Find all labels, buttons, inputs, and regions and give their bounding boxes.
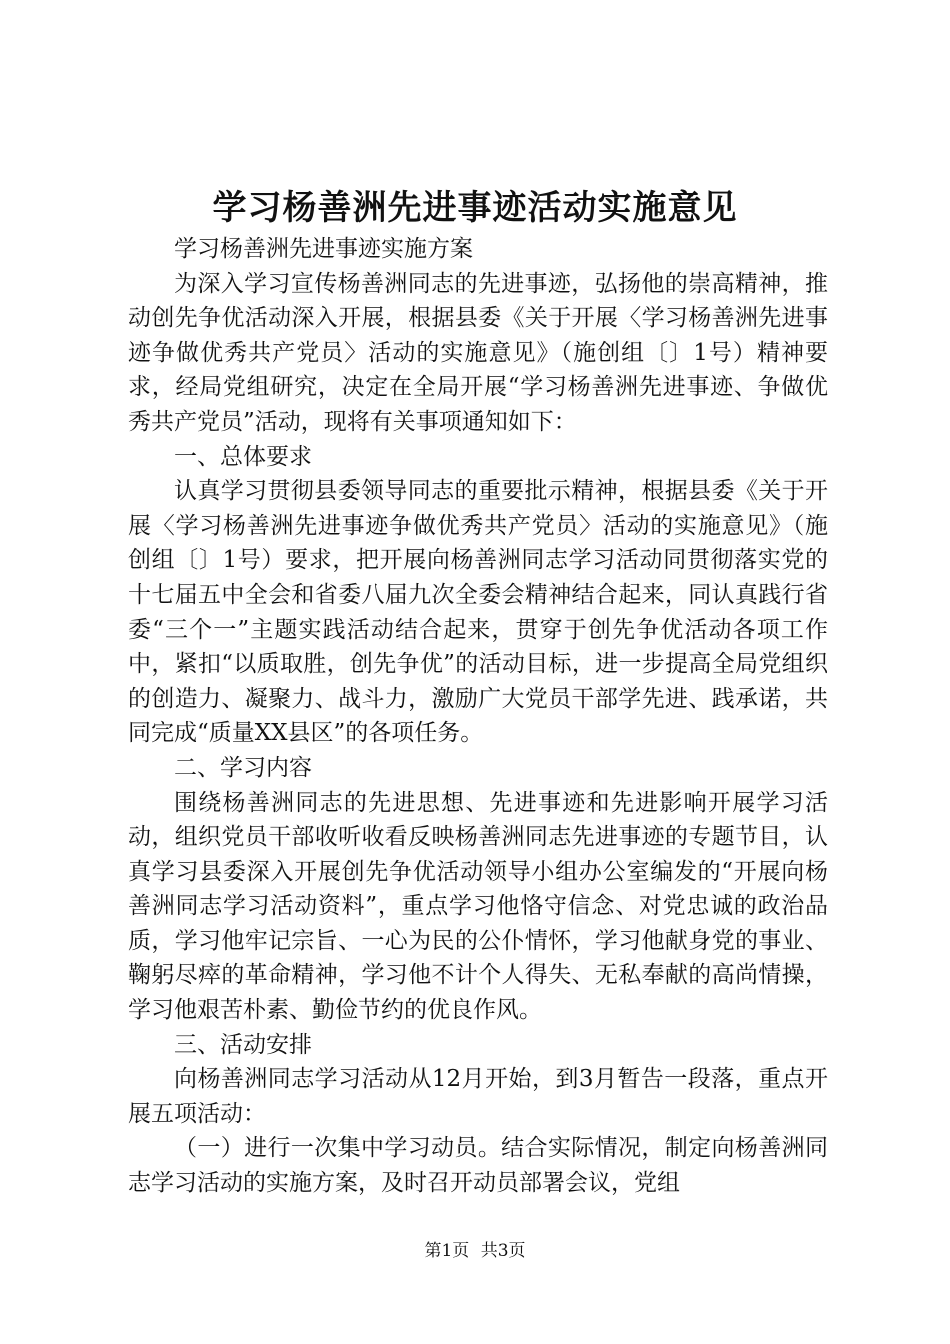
document-body <box>128 232 828 1201</box>
page-footer <box>0 1239 950 1263</box>
subtitle-paragraph: 学习杨善洲先进事迹实施方案 <box>174 236 473 262</box>
intro-paragraph: 为深入学习宣传杨善洲同志的先进事迹，弘扬他的崇高精神，推动创先争优活动深入开展，根据县委《关于开展〈学习杨善洲先进事迹争做优秀共产党员〉活动的实施意见》（施创组〔〕1号）精神要求，经局党组研究，决定在全局开展“学习杨善洲先进事迹、争做优秀共产党员”活动，现将有关事项通知如下： <box>128 270 828 435</box>
section-paragraph-3: 向杨善洲同志学习活动从12月开始，到3月暂告一段落，重点开展五项活动： <box>128 1066 828 1127</box>
section-heading-1: 一、总体要求 <box>174 443 312 470</box>
activity-item-1: （一）进行一次集中学习动员。结合实际情况，制定向杨善洲同志学习活动的实施方案，及时召开动员部署会议，党组 <box>128 1135 828 1197</box>
section-paragraph-2: 围绕杨善洲同志的先进思想、先进事迹和先进影响开展学习活动，组织党员干部收听收看反映杨善洲同志先进事迹的专题节目，认真学习县委深入开展创先争优活动领导小组办公室编发的“开展向杨善洲同志学习活动资料”，重点学习他恪守信念、对党忠诚的政治品质，学习他牢记宗旨、一心为民的公仆情怀，学习他献身党的事业、鞠躬尽瘁的革命精神，学习他不计个人得失、无私奉献的高尚情操，学习他艰苦朴素、勤俭节约的优良作风。 <box>128 789 828 1024</box>
section-heading-2: 二、学习内容 <box>174 754 312 781</box>
section-heading-3: 三、活动安排 <box>174 1031 312 1058</box>
section-paragraph-1: 认真学习贯彻县委领导同志的重要批示精神，根据县委《关于开展〈学习杨善洲先进事迹争做优秀共产党员〉活动的实施意见》（施创组〔〕1号）要求，把开展向杨善洲同志学习活动同贯彻落实党的十七届五中全会和省委八届九次全委会精神结合起来，同认真践行省委“三个一”主题实践活动结合起来，贯穿于创先争优活动各项工作中，紧扣“以质取胜，创先争优”的活动目标，进一步提高全局党组织的创造力、凝聚力、战斗力，激励广大党员干部学先进、践承诺，共同完成“质量XX县区”的各项任务。 <box>128 478 828 747</box>
document-title: 学习杨善洲先进事迹活动实施意见 <box>212 188 738 228</box>
page-total: 共3页 <box>480 1241 526 1261</box>
page-number: 第1页 <box>424 1241 470 1261</box>
